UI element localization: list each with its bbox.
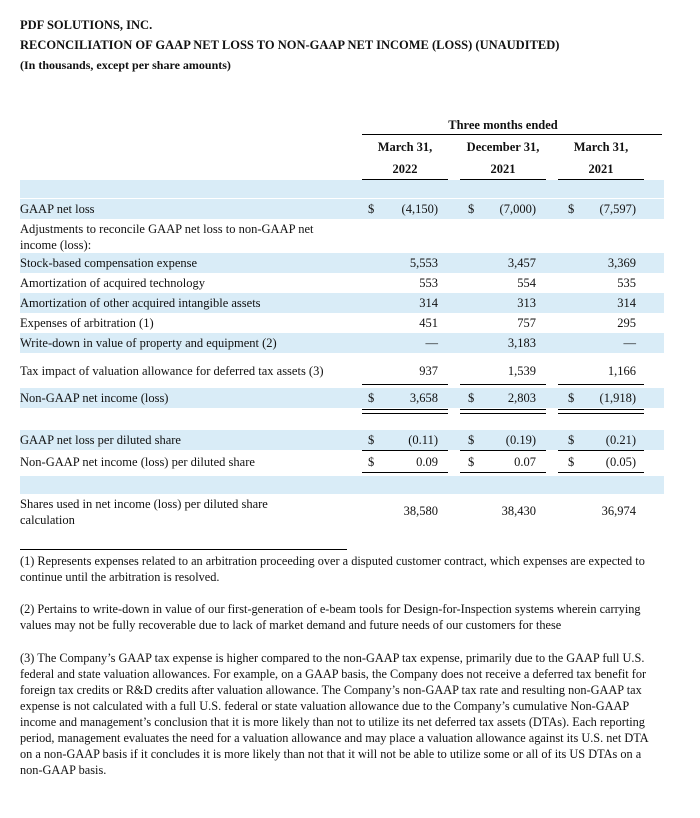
value-col3: 295 [617,316,636,330]
currency-symbol: $ [468,202,475,216]
table-row-shares [20,494,664,530]
value-col1: 451 [419,316,438,330]
value-col2: 2,803 [507,391,536,405]
row-label: Non-GAAP net income (loss) [20,391,169,405]
total-double-rule [460,409,546,414]
currency-symbol: $ [368,391,375,405]
row-rule [558,450,644,451]
col3-year: 2021 [588,162,614,176]
value-col3: — [623,336,636,350]
currency-symbol: $ [368,455,375,469]
row-rule [460,450,546,451]
table-row-amort-other [20,293,664,313]
value-col2: (0.19) [505,433,536,447]
row-label: Non-GAAP net income (loss) per diluted share [20,455,255,469]
table-row-non-gaap-net [20,388,664,408]
spacer-row [20,476,664,494]
currency-symbol: $ [568,433,575,447]
row-label: Adjustments to reconcile GAAP net loss to non-GAAP net income (loss): [20,222,314,252]
currency-symbol: $ [468,433,475,447]
value-col3: (7,597) [599,202,636,216]
currency-symbol: $ [368,433,375,447]
value-col2: 554 [517,276,536,290]
value-col1: 937 [419,364,438,378]
period-group-header: Three months ended [448,118,558,132]
spacer-row [20,180,664,198]
value-col3: (0.05) [605,455,636,469]
value-col3: 314 [617,296,636,310]
report-title: RECONCILIATION OF GAAP NET LOSS TO NON-GAAP NET INCOME (LOSS) (UNAUDITED) [20,38,560,52]
value-col3: (0.21) [605,433,636,447]
table-row-writedown [20,333,664,353]
row-label: Amortization of other acquired intangible assets [20,296,261,310]
value-col1: 3,658 [409,391,438,405]
row-label: Amortization of acquired technology [20,276,206,290]
row-label: GAAP net loss per diluted share [20,433,181,447]
value-col2: 38,430 [501,504,536,518]
value-col3: 1,166 [607,364,636,378]
table-row-amort-tech [20,273,664,293]
total-double-rule [558,409,644,414]
group-underline [362,134,662,135]
table-row-adjustments [20,219,664,253]
total-double-rule [362,409,448,414]
row-label: Expenses of arbitration (1) [20,316,154,330]
row-label: Stock-based compensation expense [20,256,198,270]
value-col3: (1,918) [599,391,636,405]
table-row-gaap-net-loss [20,199,664,219]
subtotal-rule [558,384,644,385]
value-col1: 314 [419,296,438,310]
value-col2: 0.07 [514,455,536,469]
table-row-gaap-per-share [20,430,664,450]
table-row-tax-impact [20,361,664,381]
footnote-2: (2) Pertains to write-down in value of our first-generation of e-beam tools for Design-for-Inspection systems wherein carrying values may not be fully recoverable due to lack of market demand and future needs of our customers for these [20,602,641,632]
currency-symbol: $ [468,455,475,469]
col2-year: 2021 [490,162,516,176]
currency-symbol: $ [368,202,375,216]
value-col2: 757 [517,316,536,330]
value-col2: 3,457 [507,256,536,270]
row-label: Write-down in value of property and equipment (2) [20,336,277,350]
col3-date: March 31, [573,140,629,154]
currency-symbol: $ [568,455,575,469]
value-col1: 553 [419,276,438,290]
value-col3: 3,369 [607,256,636,270]
subtotal-rule [362,384,448,385]
col2-date: December 31, [466,140,540,154]
footnote-1: (1) Represents expenses related to an arbitration proceeding over a disputed customer contract, which expenses are expected to continue until the arbitration is resolved. [20,554,645,584]
row-label: Tax impact of valuation allowance for deferred tax assets (3) [20,364,324,378]
value-col1: 38,580 [403,504,438,518]
value-col1: 0.09 [416,455,438,469]
value-col1: (0.11) [408,433,438,447]
table-row-sbc [20,253,664,273]
row-label: Shares used in net income (loss) per diluted share calculation [20,497,268,527]
value-col2: (7,000) [499,202,536,216]
table-row-non-gaap-per-share [20,452,664,472]
table-row-arbitration [20,313,664,333]
footnote-separator [20,549,347,550]
footnote-3: (3) The Company’s GAAP tax expense is higher compared to the non-GAAP tax expense, primarily due to the GAAP full U.S. federal and state valuation allowances. For example, on a GAAP basis, the Company does not receive a deferred tax benefit for foreign tax credits or R&D credits after valuation allowance. The Company’s non-GAAP tax rate and resulting non-GAAP tax expense is not calculated with a full U.S. federal or state valuation allowance due to the Company’s cumulative Non-GAAP income and management’s conclusion that it is more likely than not to utilize its net deferred tax assets (DTAs). Each reporting period, management evaluates the need for a valuation allowance and may place a valuation allowance against its U.S. net DTA on a non-GAAP basis if it concludes it is more likely than not that it will not be able to utilize some or all of its US DTAs on a non-GAAP basis. [20,651,648,777]
currency-symbol: $ [568,391,575,405]
col1-date: March 31, [377,140,433,154]
col1-year: 2022 [392,162,418,176]
report-subtitle: (In thousands, except per share amounts) [20,58,231,72]
value-col1: 5,553 [409,256,438,270]
value-col2: 1,539 [507,364,536,378]
value-col1: (4,150) [401,202,438,216]
value-col2: 313 [517,296,536,310]
currency-symbol: $ [568,202,575,216]
value-col3: 36,974 [601,504,636,518]
value-col2: 3,183 [507,336,536,350]
row-rule [362,450,448,451]
value-col1: — [425,336,438,350]
company-name: PDF SOLUTIONS, INC. [20,18,153,32]
value-col3: 535 [617,276,636,290]
currency-symbol: $ [468,391,475,405]
subtotal-rule [460,384,546,385]
row-label: GAAP net loss [20,202,95,216]
